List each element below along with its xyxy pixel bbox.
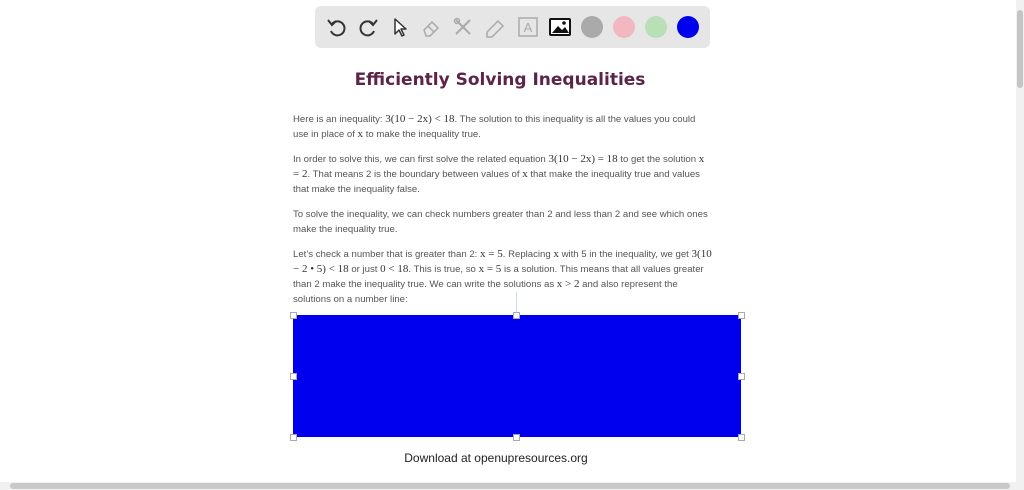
image-icon[interactable]	[548, 15, 572, 39]
resize-handle-top-right[interactable]	[738, 312, 745, 319]
highlighter-icon[interactable]	[483, 15, 507, 39]
resize-handle-top-left[interactable]	[290, 312, 297, 319]
paragraph-3: To solve the inequality, we can check numbers greater than 2 and less than 2 and see which ones make the inequality true.	[293, 209, 708, 235]
eraser-icon[interactable]	[419, 15, 443, 39]
paragraph-4: Let’s check a number that is greater than 2: x = 5. Replacing x with 5 in the inequality, we get 3(10 − 2 • 5) < 18 or just 0 < 18. This is true, so x = 5 is a solution. This means that all values greater than 2 make the inequality true. We can write the solutions as x > 2 and also represent the solutions on a number line:	[293, 248, 712, 305]
resize-handle-bottom-left[interactable]	[290, 434, 297, 441]
resize-handle-top[interactable]	[513, 312, 520, 319]
tools-icon[interactable]	[451, 15, 475, 39]
color-swatch-blue[interactable]	[677, 16, 699, 38]
text-icon[interactable]	[516, 15, 540, 39]
color-swatch-pink[interactable]	[613, 16, 635, 38]
color-swatch-gray[interactable]	[581, 16, 603, 38]
undo-icon[interactable]	[325, 15, 349, 39]
paragraph-1: Here is an inequality: 3(10 − 2x) < 18. The solution to this inequality is all the values you could use in place of x to make the inequality true.	[293, 113, 696, 140]
drawing-toolbar	[315, 6, 710, 48]
vertical-scrollbar[interactable]	[1016, 0, 1024, 490]
color-swatch-green[interactable]	[645, 16, 667, 38]
svg-text:A: A	[523, 20, 533, 35]
resize-handle-bottom[interactable]	[513, 434, 520, 441]
paragraph-2: In order to solve this, we can first solve the related equation 3(10 − 2x) = 18 to get the solution x = 2. That means 2 is the boundary between values of x that make the inequality true and values that make the inequality false.	[293, 153, 705, 195]
horizontal-scrollbar[interactable]	[0, 482, 1024, 490]
select-icon[interactable]	[388, 15, 412, 39]
blue-rectangle-shape[interactable]	[293, 315, 741, 437]
page-title: Efficiently Solving Inequalities	[354, 70, 646, 90]
resize-handle-right[interactable]	[738, 373, 745, 380]
vertical-scroll-thumb[interactable]	[1017, 10, 1023, 88]
redo-icon[interactable]	[356, 15, 380, 39]
horizontal-scroll-thumb[interactable]	[10, 483, 1010, 489]
resize-handle-bottom-right[interactable]	[738, 434, 745, 441]
download-note: Download at openupresources.org	[404, 451, 588, 465]
resize-handle-left[interactable]	[290, 373, 297, 380]
